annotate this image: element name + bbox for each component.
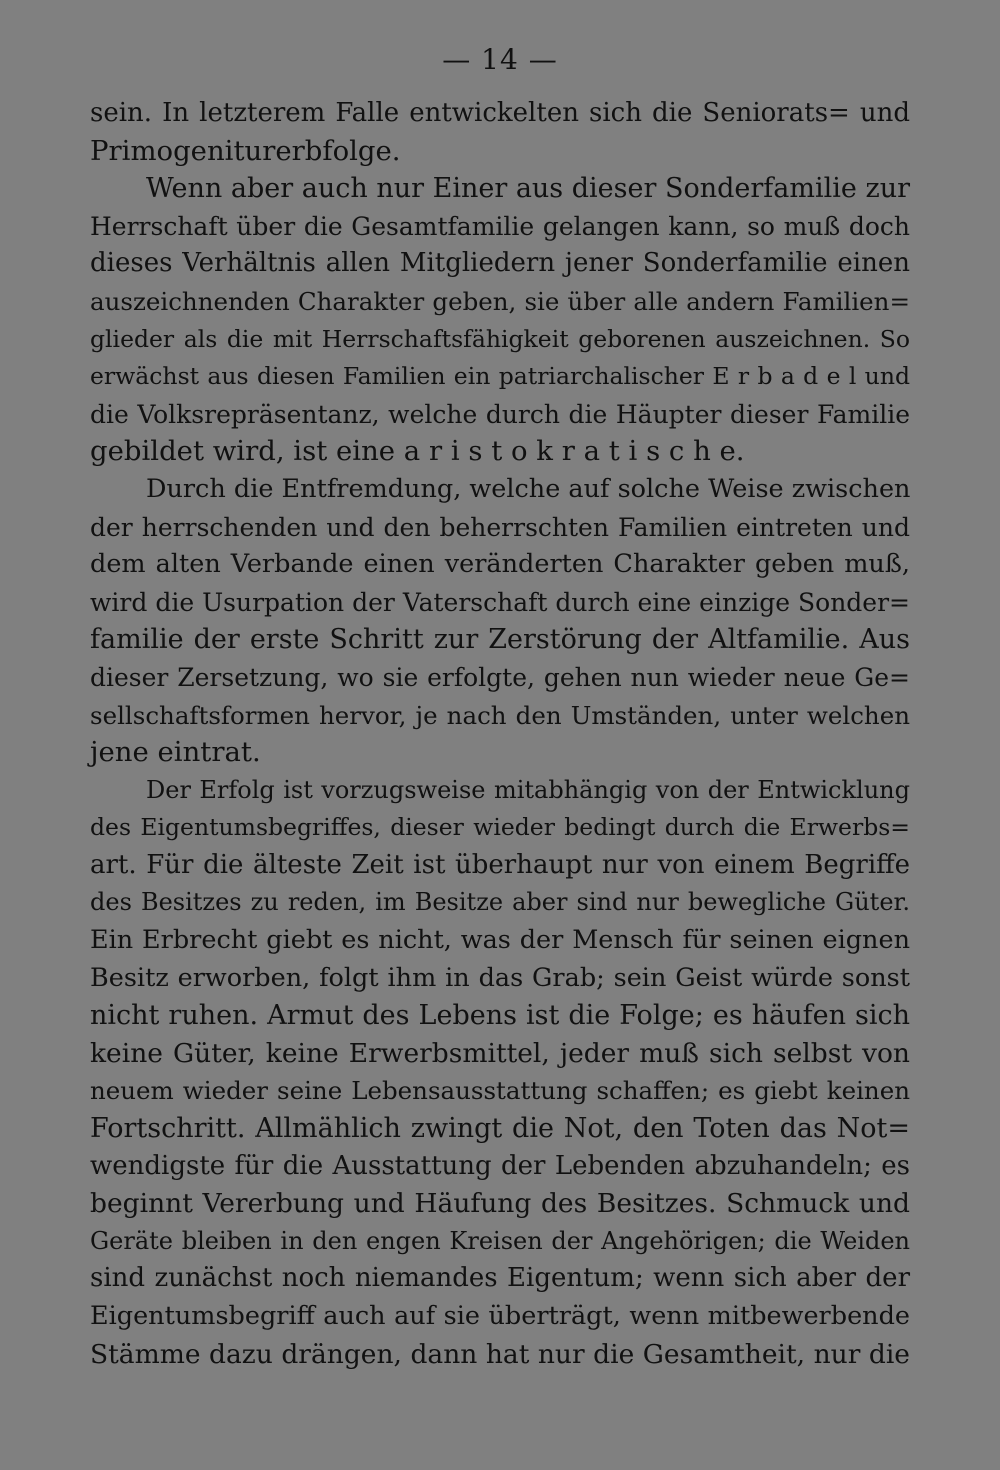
text-line: nicht ruhen. Armut des Lebens ist die Folge; es häufen sich	[90, 1000, 910, 1032]
text-line: erwächst aus diesen Familien ein patriarchalischer E r b a d e l und	[90, 362, 910, 391]
text-line: jene eintrat.	[90, 736, 261, 769]
text-line: sein. In letzterem Falle entwickelten sich die Seniorats= und	[90, 98, 910, 128]
text-line: beginnt Vererbung und Häufung des Besitzes. Schmuck und	[90, 1188, 910, 1220]
text-line: wird die Usurpation der Vaterschaft durch eine einzige Sonder=	[90, 587, 910, 617]
body-text	[90, 95, 910, 1373]
text-line: Ein Erbrecht giebt es nicht, was der Mensch für seinen eignen	[90, 925, 910, 956]
text-line: Eigentumsbegriff auch auf sie überträgt, wenn mitbewerbende	[90, 1301, 910, 1331]
text-line: des Besitzes zu reden, im Besitze aber sind nur bewegliche Güter.	[90, 888, 910, 917]
text-line: Primogeniturerbfolge.	[90, 134, 401, 167]
text-line: der herrschenden und den beherrschten Familien eintreten und	[90, 512, 910, 542]
text-line: dieser Zersetzung, wo sie erfolgte, gehen nun wieder neue Ge=	[90, 662, 910, 692]
text-line: Wenn aber auch nur Einer aus dieser Sonderfamilie zur	[146, 173, 910, 205]
text-line: glieder als die mit Herrschaftsfähigkeit geborenen auszeichnen. So	[90, 324, 910, 353]
text-line: die Volksrepräsentanz, welche durch die Häupter dieser Familie	[90, 399, 910, 429]
text-line: Durch die Entfremdung, welche auf solche Weise zwischen	[146, 473, 911, 504]
text-line: des Eigentumsbegriffes, dieser wieder bedingt durch die Erwerbs=	[90, 813, 910, 842]
text-line: Stämme dazu drängen, dann hat nur die Gesamtheit, nur die	[90, 1338, 910, 1370]
text-line: art. Für die älteste Zeit ist überhaupt nur von einem Begriffe	[90, 849, 910, 880]
text-line: Fortschritt. Allmählich zwingt die Not, den Toten das Not=	[90, 1113, 910, 1145]
text-line: wendigste für die Ausstattung der Lebenden abzuhandeln; es	[90, 1150, 910, 1181]
text-line: neuem wieder seine Lebensausstattung schaffen; es giebt keinen	[90, 1076, 910, 1106]
text-line: familie der erste Schritt zur Zerstörung der Altfamilie. Aus	[90, 624, 910, 656]
text-line: dieses Verhältnis allen Mitgliedern jener Sonderfamilie einen	[90, 248, 910, 279]
text-line: Geräte bleiben in den engen Kreisen der Angehörigen; die Weiden	[90, 1226, 910, 1255]
page-number: — 14 —	[442, 43, 558, 76]
text-line: Herrschaft über die Gesamtfamilie gelangen kann, so muß doch	[90, 211, 910, 241]
text-line: gebildet wird, ist eine a r i s t o k r a t i s c h e.	[90, 435, 745, 468]
text-line: keine Güter, keine Erwerbsmittel, jeder muß sich selbst von	[90, 1037, 910, 1069]
text-line: auszeichnenden Charakter geben, sie über alle andern Familien=	[90, 286, 910, 316]
text-line: sellschaftsformen hervor, je nach den Umständen, unter welchen	[90, 700, 910, 730]
text-line: Der Erfolg ist vorzugsweise mitabhängig von der Entwicklung	[146, 775, 910, 804]
text-line: sind zunächst noch niemandes Eigentum; wenn sich aber der	[90, 1263, 910, 1294]
text-line: dem alten Verbande einen veränderten Charakter geben muß,	[90, 549, 910, 580]
text-line: Besitz erworben, folgt ihm in das Grab; sein Geist würde sonst	[90, 962, 910, 993]
